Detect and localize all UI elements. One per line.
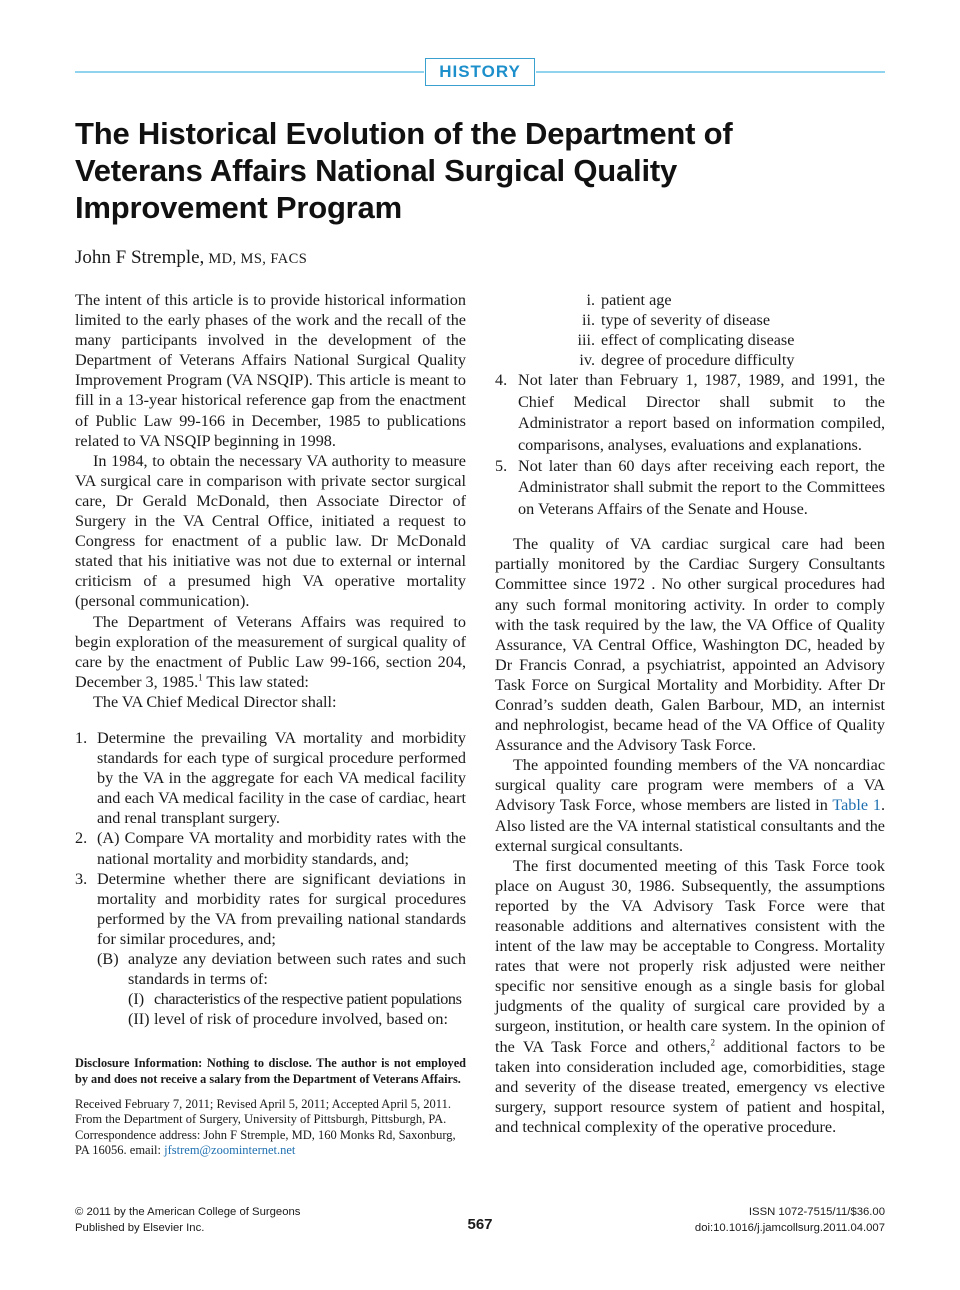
- list-item: [75, 828, 466, 868]
- list-text: Determine the prevailing VA mortality and morbidity standards for each type of surgical procedure performed by the VA in the aggregate for each VA medical facility and each VA medical facility in the case of cardiac, heart and renal transplant surgery.: [97, 728, 466, 828]
- article-history-note: [75, 1097, 466, 1158]
- list-text: degree of procedure difficulty: [601, 351, 795, 370]
- list-number: 5.: [495, 457, 508, 475]
- disclosure-note: Disclosure Information: Nothing to disclose. The author is not employed by and does not receive a salary from the Department of Veterans Affairs.: [75, 1056, 466, 1086]
- header-rule-left: [75, 71, 424, 73]
- right-paragraphs: [495, 534, 885, 1137]
- list-text: level of risk of procedure involved, based on:: [154, 1010, 448, 1029]
- list-number: i.: [586, 291, 595, 309]
- paragraph: The intent of this article is to provide historical information limited to the early phases of the work and the recall of the many participants involved in the development of the Department of Veterans Affairs National Surgical Quality Improvement Program (VA NSQIP). This article is meant to fill in a 13-year historical reference gap from the enactment of Public Law 99-166 in December, 1985 to publications related to VA NSQIP beginning in 1998.: [75, 291, 466, 450]
- list-text: Not later than February 1, 1987, 1989, and 1991, the Chief Medical Director shall submit to the Administrator a report based on information compiled, comparisons, analyses, evaluations and explanations.: [518, 371, 885, 454]
- paragraph-text: The first documented meeting of this Task Force took place on August 30, 1986. Subsequently, the assumptions reported by the VA Advisory Task Force were that reasonable additions and alternatives consistent with the intent of the law may be acceptable to Congress. Mortality rates that were not properly risk adjusted were neither specific nor sensitive enough as a single basis for global judgments of the quality of surgical care provided by a surgeon, institution, or health care system. In the opinion of the VA Task Force and others,: [495, 856, 885, 1056]
- copyright: © 2011 by the American College of Surgeons: [75, 1206, 301, 1218]
- list-text: characteristics of the respective patient populations: [154, 990, 462, 1009]
- list-text: effect of complicating disease: [601, 331, 795, 350]
- list-item: [495, 370, 885, 456]
- list-text: Determine whether there are significant deviations in mortality and morbidity rates for surgical procedures performed by the VA from prevailing national standards for similar procedures, and;: [97, 869, 466, 948]
- author-credentials: MD, MS, FACS: [204, 251, 308, 267]
- page-number: 567: [467, 1216, 493, 1233]
- list-text: analyze any deviation between such rates and such standards in terms of:: [128, 950, 466, 989]
- email-link[interactable]: jfstrem@zoominternet.net: [164, 1142, 296, 1157]
- right-column: [495, 290, 885, 1137]
- paragraph-text: additional factors to be taken into consideration included age, comorbidities, stage and severity of the disease treated, emergency vs elective surgery, support resource system of patient and hospital, and technical complexity of the operative procedure.: [495, 1037, 885, 1136]
- affiliation: From the Department of Surgery, University of Pittsburgh, Pittsburgh, PA.: [75, 1112, 447, 1127]
- roman-list-item: [495, 330, 885, 350]
- paragraph: [495, 856, 885, 1137]
- list-number: 3.: [75, 869, 88, 888]
- article-title: The Historical Evolution of the Department of Veterans Affairs National Surgical Quality Improvement Program: [75, 116, 733, 225]
- list-item: [75, 869, 466, 949]
- list-number: ii.: [581, 311, 595, 330]
- sub-sub-list-item: [128, 1009, 466, 1029]
- list-text: Not later than 60 days after receiving each report, the Administrator shall submit the report to the Committees on Veterans Affairs of the Senate and House.: [518, 457, 885, 518]
- author-name: John F Stremple,: [75, 247, 205, 268]
- reference-marker[interactable]: 1: [198, 672, 203, 683]
- paragraph-text: This law stated:: [202, 672, 309, 691]
- paragraph-text: . Also listed are the VA internal statistical consultants and the external surgical consultants.: [495, 796, 886, 855]
- author-line: [75, 247, 307, 269]
- list-number: (II): [128, 1010, 150, 1029]
- list-number: 2.: [75, 829, 88, 848]
- list-number: iv.: [579, 351, 595, 370]
- section-label: HISTORY: [425, 58, 535, 86]
- list-text: patient age: [601, 291, 672, 309]
- paragraph: [495, 755, 885, 855]
- sub-list-item: [97, 949, 466, 989]
- list-text: type of severity of disease: [601, 311, 771, 330]
- list-item: [75, 728, 466, 828]
- sub-sub-list-item: [128, 989, 466, 1009]
- table-link[interactable]: Table 1: [832, 796, 881, 815]
- paragraph-text: The appointed founding members of the VA noncardiac surgical quality care program were members of a VA Advisory Task Force, whose members are listed in: [495, 756, 885, 815]
- doi: doi:10.1016/j.jamcollsurg.2011.04.007: [694, 1221, 885, 1234]
- correspondence-text: Correspondence address: John F Stremple, MD, 160 Monks Rd, Saxonburg, PA 16056. email:: [75, 1127, 456, 1157]
- footer-left: [75, 1205, 300, 1236]
- paragraph: [75, 612, 466, 692]
- list-number: iii.: [577, 331, 595, 350]
- paragraph: In 1984, to obtain the necessary VA authority to measure VA surgical care in comparison with private sector surgical care, Dr Gerald McDonald, then Associate Director of Surgery in the VA Central Office, initiated a request to Congress for enactment of a public law. Dr McDonald stated that his initiative was not due to external or internal criticism of a presumed high VA operative mortality (personal communication).: [75, 451, 466, 611]
- roman-list-item: [495, 290, 885, 310]
- left-column: [75, 290, 466, 1029]
- correspondence: [75, 1128, 466, 1159]
- list-number: 4.: [495, 371, 508, 390]
- header-rule-right: [536, 71, 885, 73]
- paragraph: The quality of VA cardiac surgical care had been partially monitored by the Cardiac Surgery Consultants Committee since 1972 . No other surgical procedures had any such formal monitoring activity. In order to comply with the task required by the law, the VA Office of Quality Assurance, VA Central Office, Washington DC, headed by Dr Francis Conrad, a psychiatrist, appointed an Advisory Task Force on Surgical Mortality and Morbidity. After Dr Conrad’s sudden death, Galen Barbour, MD, an internist and nephrologist, became head of the VA Office of Quality Assurance and the Advisory Task Force.: [495, 535, 885, 755]
- publisher: Published by Elsevier Inc.: [75, 1221, 205, 1234]
- list-number: (B): [97, 950, 119, 968]
- list-number: (I): [128, 990, 145, 1009]
- reference-marker[interactable]: 2: [710, 1037, 715, 1048]
- paragraph-text: The Department of Veterans Affairs was required to begin exploration of the measurement of surgical quality of care by the enactment of Public Law 99-166, section 204, December 3, 1985.: [75, 612, 466, 691]
- received-dates: Received February 7, 2011; Revised April 5, 2011; Accepted April 5, 2011.: [75, 1097, 451, 1111]
- list-number: 1.: [75, 728, 88, 747]
- list-text: (A) Compare VA mortality and morbidity rates with the national mortality and morbidity standards, and;: [97, 829, 466, 868]
- footer-right: [695, 1205, 885, 1236]
- issn: ISSN 1072-7515/11/$36.00: [748, 1206, 885, 1218]
- list-lead: The VA Chief Medical Director shall:: [93, 692, 337, 711]
- list-item: [495, 456, 885, 520]
- roman-list-item: [495, 350, 885, 370]
- roman-list-item: [495, 310, 885, 330]
